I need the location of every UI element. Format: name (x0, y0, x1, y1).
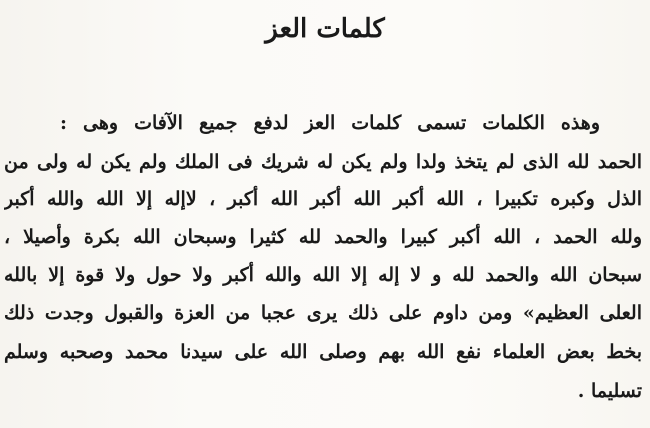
text-line-1: وهذه الكلمات تسمى كلمات العز لدفع جميع الآفات وهى : (60, 112, 600, 134)
text-line-2: الحمد لله الذى لم يتخذ ولدا ولم يكن له شريك فى الملك ولم يكن له ولى من (4, 151, 642, 173)
text-line-4: ولله الحمد ، الله أكبر كبيرا والحمد لله كثيرا وسبحان الله بكرة وأصيلا ، (4, 226, 642, 248)
text-line-7: بخط بعض العلماء نفع الله بهم وصلى الله على سيدنا محمد وصحبه وسلم (4, 341, 642, 363)
page-title: كلمات العز (265, 14, 385, 44)
text-line-6: العلى العظيم» ومن داوم على ذلك يرى عجبا من العزة والقبول وجدت ذلك (4, 302, 642, 324)
text-line-8: تسليما . (577, 380, 642, 402)
text-line-3: الذل وكبره تكبيرا ، الله أكبر الله أكبر الله أكبر ، لاإله إلا الله والله أكبر (4, 188, 642, 210)
text-line-5: سبحان الله والحمد لله و لا إله إلا الله والله أكبر ولا حول ولا قوة إلا بالله (4, 264, 642, 286)
